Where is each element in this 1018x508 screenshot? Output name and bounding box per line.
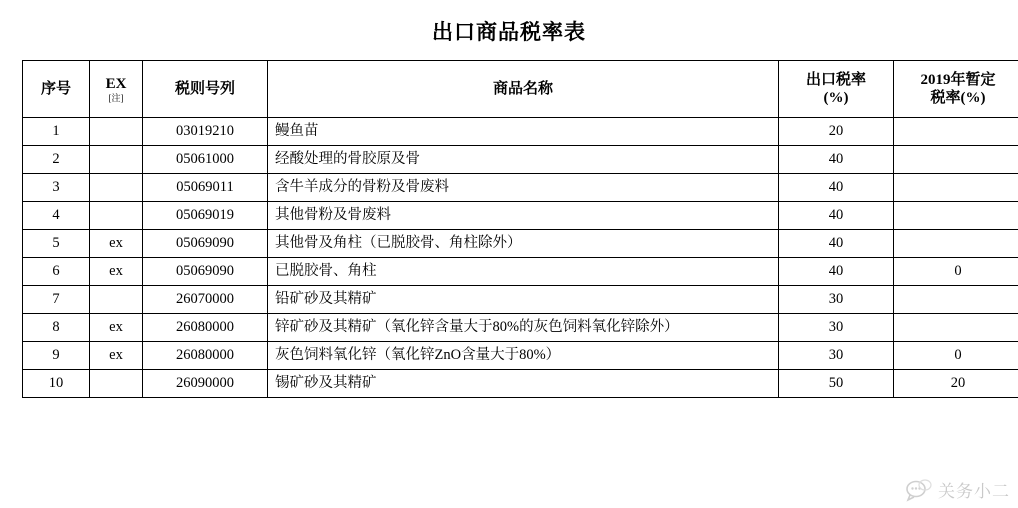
table-row [23, 118, 1018, 146]
cell-provisional: 0 [894, 258, 1018, 286]
table-row [23, 258, 1018, 286]
cell-seq: 4 [23, 202, 90, 230]
cell-seq: 5 [23, 230, 90, 258]
table-row [23, 342, 1018, 370]
column-header-seq: 序号 [23, 61, 90, 118]
cell-rate: 20 [779, 118, 894, 146]
column-header-rate-line1: 出口税率 [806, 72, 866, 88]
cell-code: 05069019 [143, 202, 268, 230]
cell-provisional: 20 [894, 370, 1018, 398]
cell-code: 03019210 [143, 118, 268, 146]
table-header-row [23, 61, 1018, 118]
cell-code: 26090000 [143, 370, 268, 398]
cell-rate: 30 [779, 342, 894, 370]
cell-provisional [894, 174, 1018, 202]
table-row [23, 314, 1018, 342]
cell-ex: ex [90, 230, 143, 258]
export-tariff-table [22, 60, 1018, 398]
cell-ex: ex [90, 258, 143, 286]
cell-provisional [894, 202, 1018, 230]
cell-seq: 10 [23, 370, 90, 398]
cell-code: 05069090 [143, 230, 268, 258]
cell-code: 26080000 [143, 314, 268, 342]
cell-provisional [894, 118, 1018, 146]
page-title: 出口商品税率表 [0, 16, 1018, 46]
column-header-ex [90, 61, 143, 118]
cell-name: 鳗鱼苗 [268, 118, 779, 146]
column-header-name: 商品名称 [268, 61, 779, 118]
cell-ex [90, 202, 143, 230]
cell-rate: 40 [779, 202, 894, 230]
cell-rate: 30 [779, 286, 894, 314]
cell-rate: 40 [779, 230, 894, 258]
cell-ex [90, 118, 143, 146]
cell-name: 其他骨及角柱（已脱胶骨、角柱除外） [268, 230, 779, 258]
cell-provisional [894, 286, 1018, 314]
cell-seq: 7 [23, 286, 90, 314]
cell-name: 灰色饲料氧化锌（氧化锌ZnO含量大于80%） [268, 342, 779, 370]
cell-provisional [894, 146, 1018, 174]
column-header-ex-label: EX [106, 76, 127, 92]
cell-name: 锌矿砂及其精矿（氧化锌含量大于80%的灰色饲料氧化锌除外） [268, 314, 779, 342]
cell-code: 05069011 [143, 174, 268, 202]
cell-rate: 40 [779, 174, 894, 202]
cell-ex: ex [90, 314, 143, 342]
cell-name: 铅矿砂及其精矿 [268, 286, 779, 314]
cell-seq: 6 [23, 258, 90, 286]
table-row [23, 202, 1018, 230]
watermark-text: 关务小二 [938, 477, 1010, 502]
cell-name: 已脱胶骨、角柱 [268, 258, 779, 286]
watermark [906, 477, 1010, 502]
column-header-rate [779, 61, 894, 118]
cell-seq: 9 [23, 342, 90, 370]
tariff-table-container [22, 60, 996, 398]
cell-name: 锡矿砂及其精矿 [268, 370, 779, 398]
table-row [23, 174, 1018, 202]
column-header-rate-line2: (%) [824, 90, 849, 106]
table-row [23, 370, 1018, 398]
cell-ex: ex [90, 342, 143, 370]
cell-seq: 8 [23, 314, 90, 342]
cell-provisional [894, 314, 1018, 342]
cell-provisional [894, 230, 1018, 258]
cell-rate: 40 [779, 258, 894, 286]
cell-rate: 30 [779, 314, 894, 342]
cell-code: 05069090 [143, 258, 268, 286]
cell-ex [90, 174, 143, 202]
cell-rate: 50 [779, 370, 894, 398]
cell-seq: 2 [23, 146, 90, 174]
column-header-provisional-line1: 2019年暂定 [920, 72, 995, 88]
cell-provisional: 0 [894, 342, 1018, 370]
column-header-ex-note: [注] [92, 94, 140, 103]
cell-seq: 1 [23, 118, 90, 146]
cell-name: 含牛羊成分的骨粉及骨废料 [268, 174, 779, 202]
cell-code: 26070000 [143, 286, 268, 314]
cell-name: 经酸处理的骨胶原及骨 [268, 146, 779, 174]
cell-name: 其他骨粉及骨废料 [268, 202, 779, 230]
cell-code: 26080000 [143, 342, 268, 370]
column-header-provisional [894, 61, 1018, 118]
cell-ex [90, 146, 143, 174]
cell-code: 05061000 [143, 146, 268, 174]
table-row [23, 230, 1018, 258]
column-header-code: 税则号列 [143, 61, 268, 118]
column-header-provisional-line2: 税率(%) [931, 90, 986, 106]
cell-ex [90, 370, 143, 398]
cell-seq: 3 [23, 174, 90, 202]
table-row [23, 146, 1018, 174]
watermark-logo-icon [906, 478, 932, 502]
table-body [23, 118, 1018, 398]
table-row [23, 286, 1018, 314]
cell-ex [90, 286, 143, 314]
table-header [23, 61, 1018, 118]
cell-rate: 40 [779, 146, 894, 174]
